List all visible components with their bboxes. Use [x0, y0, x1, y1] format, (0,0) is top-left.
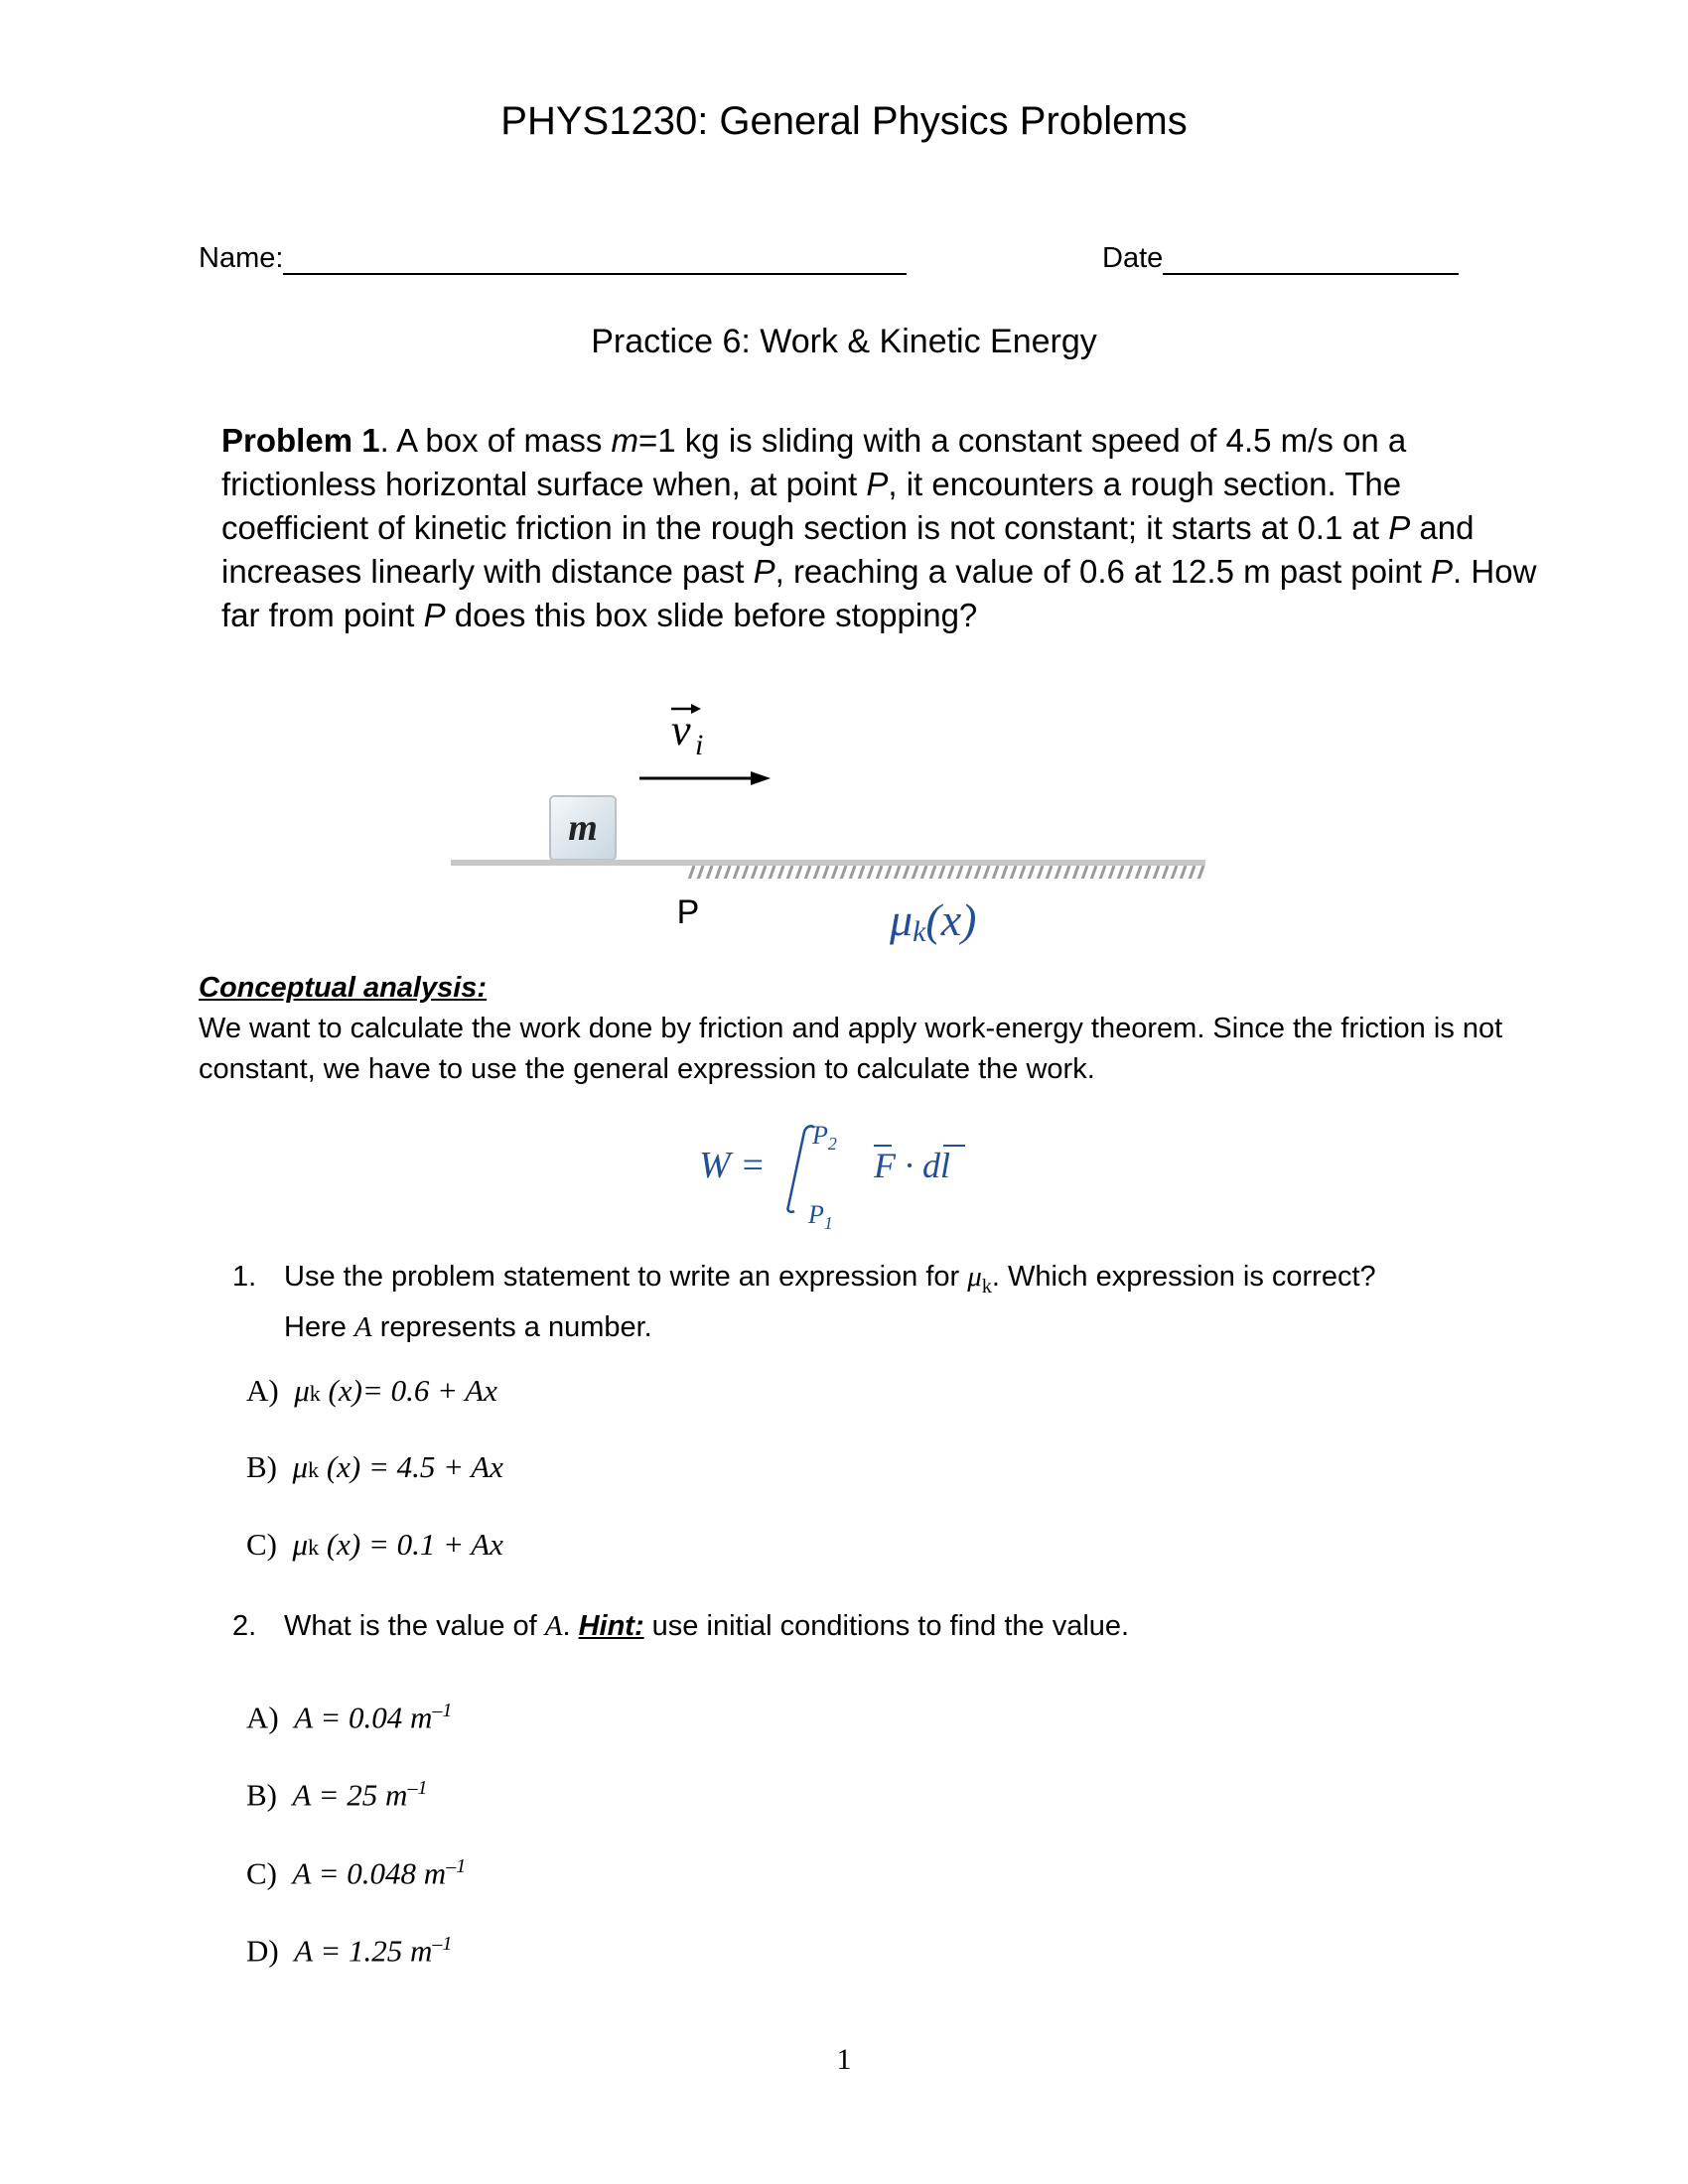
- lower-limit: $P_1$: [808, 1200, 833, 1231]
- mu-subscript: k: [309, 1381, 321, 1406]
- name-blank-line: [283, 243, 907, 275]
- q1-option-c[interactable]: [246, 1527, 503, 1563]
- velocity-label: v: [671, 706, 691, 754]
- option-letter: A): [246, 1373, 279, 1408]
- option-expression: A = 25 m: [292, 1777, 408, 1813]
- option-expression: (x) = 0.1 + Ax: [326, 1527, 503, 1562]
- problem-text: . How far from point: [221, 553, 1537, 633]
- mu-symbol: μ: [292, 1449, 309, 1484]
- box-on-surface-diagram: [437, 685, 1251, 973]
- question-number: 2.: [232, 1610, 257, 1642]
- problem-text: , reaching a value of 0.6 at 12.5 m past point: [774, 553, 1432, 590]
- option-exponent: –1: [446, 1855, 467, 1877]
- problem-text: , it encounters a rough section. The coefficient of kinetic friction in the rough section is not constant; it starts at 0.1 at: [221, 466, 1402, 546]
- option-letter: B): [246, 1449, 277, 1484]
- mu-symbol: μ: [292, 1527, 309, 1562]
- problem-text: =1 kg is sliding with a constant speed of 4.5 m/s on a frictionless horizontal surface when, at point: [221, 422, 1407, 502]
- mass-label: m: [568, 807, 598, 849]
- mass-variable: m: [611, 422, 639, 459]
- q2-option-a[interactable]: [246, 1700, 452, 1735]
- question-1: [232, 1257, 1523, 1348]
- question-2: [232, 1606, 1523, 1647]
- option-letter: A): [246, 1700, 279, 1735]
- q1-option-a[interactable]: [246, 1373, 497, 1409]
- question-text-part: represents a number.: [371, 1310, 652, 1343]
- q2-option-c[interactable]: [246, 1855, 466, 1891]
- mu-subscript: k: [308, 1457, 320, 1482]
- date-label: Date: [1102, 242, 1164, 274]
- point-variable: P: [423, 597, 446, 633]
- point-variable: P: [1388, 509, 1411, 546]
- page-number: 1: [836, 2043, 852, 2076]
- integral-sign: [787, 1126, 814, 1211]
- equation-integrand: F · dl: [874, 1146, 950, 1185]
- question-number: 1.: [232, 1261, 257, 1293]
- mu-symbol: μ: [294, 1373, 310, 1408]
- horizontal-surface: [451, 860, 1205, 866]
- option-exponent: –1: [432, 1933, 453, 1955]
- option-expression: A = 0.04 m: [294, 1700, 433, 1735]
- mu-symbol: μ: [967, 1261, 982, 1293]
- problem-text: . A box of mass: [379, 422, 612, 459]
- problem-text: and increases linearly with distance past: [221, 509, 1475, 590]
- option-letter: D): [246, 1933, 279, 1969]
- conceptual-analysis-text: We want to calculate the work done by friction and apply work-energy theorem. Since the friction is not constant, we have to use the general expression to calculate the work.: [199, 1013, 1503, 1085]
- equation-lhs: W =: [699, 1145, 766, 1186]
- point-variable: P: [753, 553, 775, 590]
- page-title: PHYS1230: General Physics Problems: [500, 99, 1188, 143]
- date-blank-line: [1163, 243, 1459, 275]
- option-letter: B): [246, 1777, 277, 1813]
- option-letter: C): [246, 1527, 277, 1562]
- velocity-arrowhead: [751, 771, 771, 785]
- rough-section-hatch: [687, 866, 1205, 879]
- option-expression: (x)= 0.6 + Ax: [328, 1373, 497, 1408]
- variable-a: A: [544, 1610, 563, 1642]
- point-variable: P: [1431, 553, 1454, 590]
- question-text-part: . Which expression is correct?: [991, 1261, 1376, 1293]
- hint-label: Hint:: [578, 1610, 644, 1642]
- option-expression: (x) = 4.5 + Ax: [326, 1449, 503, 1484]
- q1-option-b[interactable]: [246, 1449, 503, 1485]
- q2-option-d[interactable]: [246, 1933, 452, 1969]
- question-text: [284, 1257, 1523, 1348]
- work-integral-equation: [695, 1112, 993, 1231]
- question-text: [284, 1606, 1523, 1647]
- point-p-label: P: [676, 893, 700, 931]
- variable-a: A: [353, 1310, 372, 1343]
- problem-label: Problem 1: [221, 422, 380, 459]
- option-exponent: –1: [432, 1700, 453, 1721]
- practice-subtitle: Practice 6: Work & Kinetic Energy: [591, 323, 1097, 360]
- conceptual-analysis-heading: Conceptual analysis:: [199, 972, 488, 1004]
- vector-bar-head: [691, 704, 701, 714]
- option-letter: C): [246, 1855, 277, 1891]
- option-expression: A = 0.048 m: [292, 1855, 447, 1891]
- question-text-part: use initial conditions to find the value.: [643, 1610, 1130, 1642]
- mu-subscript: k: [308, 1535, 320, 1560]
- name-field: [199, 242, 907, 275]
- problem-statement: [221, 419, 1552, 637]
- option-expression: A = 1.25 m: [294, 1933, 433, 1969]
- q2-option-b[interactable]: [246, 1777, 427, 1813]
- question-text-part: Here: [284, 1310, 354, 1343]
- question-text-part: Use the problem statement to write an expression for: [284, 1261, 968, 1293]
- problem-text: does this box slide before stopping?: [445, 597, 978, 633]
- question-text-part: What is the value of: [284, 1610, 545, 1642]
- question-text-part: .: [562, 1610, 579, 1642]
- friction-coefficient-label: μk(x): [890, 894, 977, 948]
- upper-limit: $P_2$: [812, 1121, 837, 1154]
- name-label: Name:: [199, 242, 284, 274]
- conceptual-analysis: [199, 968, 1529, 1090]
- velocity-subscript: i: [695, 729, 704, 761]
- date-field: [1102, 242, 1459, 275]
- mu-subscript: k: [981, 1275, 992, 1297]
- option-exponent: –1: [407, 1777, 428, 1799]
- point-variable: P: [866, 466, 889, 502]
